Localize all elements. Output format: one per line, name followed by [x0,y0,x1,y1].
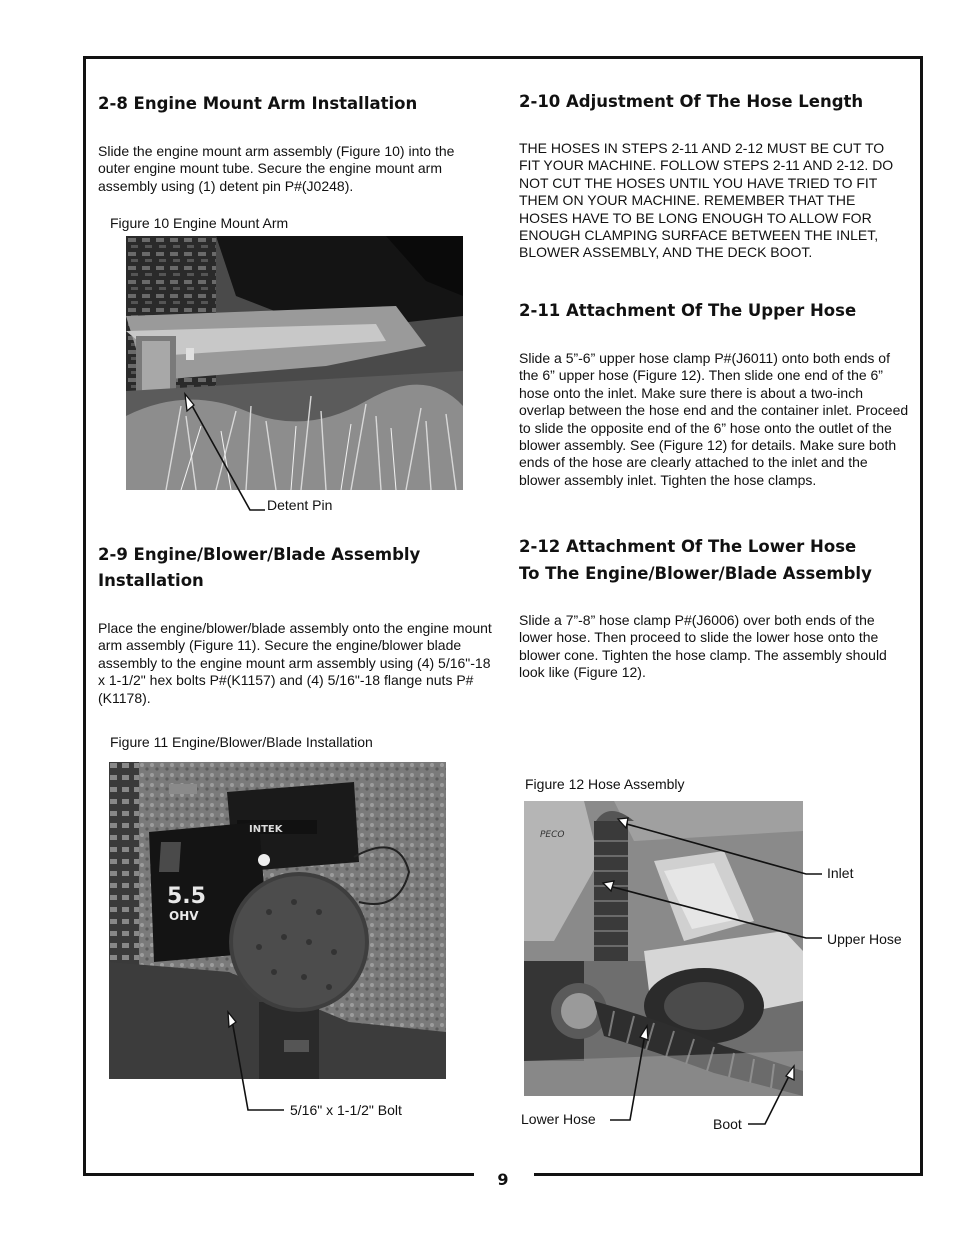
container-brand-label: PECO [540,830,565,840]
figure-12-caption: Figure 12 Hose Assembly [525,776,685,792]
callout-inlet: Inlet [827,865,854,881]
engine-brand-label: INTEK [249,824,283,835]
engine-blower-photo [109,762,446,1079]
body-2-10: THE HOSES IN STEPS 2-11 AND 2-12 MUST BE CUT TO FIT YOUR MACHINE. FOLLOW STEPS 2-11 AND 2-12. DO NOT CUT THE HOSES UNTIL YOU HAVE TRIED TO FIT THEM ON YOUR MACHINE. REMEMBER THAT THE HOSES HAVE TO BE LONG ENOUGH TO ALLOW FOR ENOUGH CLAMPING SURFACE BETWEEN THE INLET, BLOWER ASSEMBLY, AND THE DECK BOOT. [519,140,894,261]
page-number: 9 [497,1170,509,1189]
heading-2-10: 2-10 Adjustment Of The Hose Length [519,92,864,111]
heading-2-9-line1: 2-9 Engine/Blower/Blade Assembly [98,545,421,564]
body-2-8: Slide the engine mount arm assembly (Figure 10) into the outer engine mount tube. Secure the engine mount arm assembly using (1) detent pin P#(J0248). [98,143,455,194]
figure-10-caption: Figure 10 Engine Mount Arm [110,215,289,231]
engine-mount-arm-photo [126,236,463,490]
body-2-12: Slide a 7”-8” hose clamp P#(J6006) over both ends of the lower hose. Then proceed to slide the lower hose onto the blower cone. Tighten the hose clamp. The assembly should look like (Figure 12). [519,612,887,681]
callout-boot: Boot [713,1116,742,1132]
heading-2-8: 2-8 Engine Mount Arm Installation [98,94,418,113]
heading-2-12-line1: 2-12 Attachment Of The Lower Hose [519,537,857,556]
body-2-9: Place the engine/blower/blade assembly onto the engine mount arm assembly (Figure 11). Secure the engine/blower blade assembly to the engine mount arm assembly using (4) 5/16"-18 x 1-1/2" hex bolts P#(K1157) and (4) 5/16"-18 flange nuts P#(K1178). [98,620,492,706]
heading-2-11: 2-11 Attachment Of The Upper Hose [519,301,857,320]
engine-type-badge: OHV [169,909,199,923]
body-2-11: Slide a 5”-6” upper hose clamp P#(J6011) onto both ends of the 6” upper hose (Figure 12). Then slide one end of the 6” hose onto the inlet. Make sure there is about a two-inch overlap between the hose end and the container inlet. Proceed to slide the opposite end of the 6” hose onto the outlet of the blower assembly. See (Figure 12) for details. Make sure both ends of the hose are clearly attached to the inlet and the blower assembly inlet. Tighten the hose clamps. [519,350,909,488]
heading-2-9-line2: Installation [98,571,204,590]
engine-hp-badge: 5.5 [167,884,206,909]
callout-lower-hose: Lower Hose [521,1111,596,1127]
figure-11-caption: Figure 11 Engine/Blower/Blade Installation [110,734,373,750]
callout-upper-hose: Upper Hose [827,931,902,947]
callout-bolt: 5/16" x 1-1/2" Bolt [290,1102,402,1118]
callout-detent-pin: Detent Pin [267,497,333,513]
hose-assembly-photo [524,801,803,1096]
heading-2-12-line2: To The Engine/Blower/Blade Assembly [519,564,872,583]
